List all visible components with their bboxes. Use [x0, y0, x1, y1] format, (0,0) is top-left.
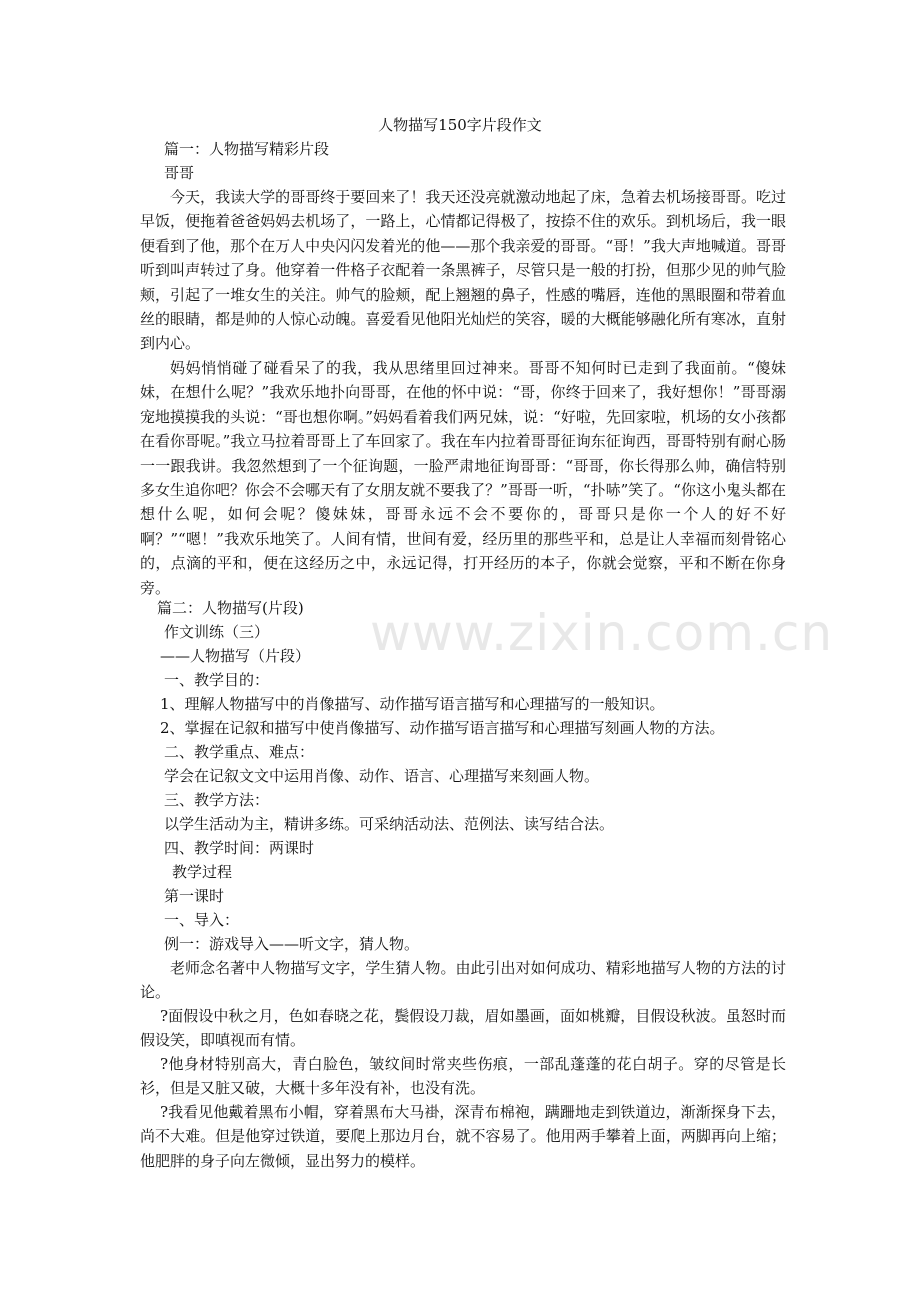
section1-heading: 篇一：人物描写精彩片段	[164, 140, 330, 158]
section2-paragraph-2: ?面假设中秋之月，色如春晓之花，鬓假设刀裁，眉如墨画，面如桃瓣，目假设秋波。虽怒时而假设笑，即嗔视而有情。	[140, 1007, 786, 1050]
section1-paragraph-2: 妈妈悄悄碰了碰看呆了的我，我从思绪里回过神来。哥哥不知何时已走到了我面前。“傻妹妹，在想什么呢？”我欢乐地扑向哥哥，在他的怀中说：“哥，你终于回来了，我好想你！”哥哥溺宠地摸摸我的头说：“哥也想你啊。”妈妈看着我们两兄妹，说：“好啦，先回家啦，机场的女小孩都在看你哥呢。”我立马拉着哥哥上了车回家了。我在车内拉着哥哥征询东征询西，哥哥特别有耐心肠一一跟我讲。我忽然想到了一个征询题，一脸严肃地征询哥哥：“哥哥，你长得那么帅，确信特别多女生追你吧？你会不会哪天有了女朋友就不要我了？”哥哥一听，“扑哧”笑了。“你这小鬼头都在想什么呢，如何会呢？傻妹妹，哥哥永远不会不要你的，哥哥只是你一个人的好不好啊？”“嗯！”我欢乐地笑了。人间有情，世间有爱，经历里的那些平和，总是让人幸福而刻骨铭心的，点滴的平和，便在这经历之中，永远记得，打开经历的本子，你就会觉察，平和不断在你身旁。	[140, 359, 786, 597]
section2-paragraph-3: ?他身材特别高大，青白脸色，皱纹间时常夹些伤痕，一部乱蓬蓬的花白胡子。穿的尽管是长衫，但是又脏又破，大概十多年没有补，也没有洗。	[140, 1055, 786, 1098]
section2-line-14: 例一：游戏导入——听文字，猜人物。	[164, 935, 420, 953]
section2-line-8: 三、教学方法：	[164, 791, 270, 809]
section2-line-9: 以学生活动为主，精讲多练。可采纳活动法、范例法、读写结合法。	[164, 815, 615, 833]
section2-line-2: ——人物描写（片段）	[160, 647, 311, 665]
section1-subheading: 哥哥	[164, 164, 195, 182]
section2-paragraph-4: ?我看见他戴着黑布小帽，穿着黑布大马褂，深青布棉袍，蹒跚地走到铁道边，渐渐探身下去，尚不大难。但是他穿过铁道，要爬上那边月台，就不容易了。他用两手攀着上面，两脚再向上缩；他肥胖的身子向左微倾，显出努力的模样。	[140, 1103, 786, 1170]
section2-line-1: 作文训练（三）	[164, 623, 270, 641]
watermark: www.zixin.com.cn	[370, 604, 834, 662]
section2-line-10: 四、教学时间：两课时	[164, 839, 315, 857]
document-title: 人物描写150字片段作文	[378, 116, 542, 134]
section2-line-7: 学会在记叙文文中运用肖像、动作、语言、心理描写来刻画人物。	[164, 767, 600, 785]
section2-line-3: 一、教学目的：	[164, 671, 270, 689]
section2-line-11: 教学过程	[172, 863, 233, 881]
section1-paragraph-1: 今天，我读大学的哥哥终于要回来了！我天还没亮就激动地起了床，急着去机场接哥哥。吃过早饭，便拖着爸爸妈妈去机场了，一路上，心情都记得极了，按捺不住的欢乐。到机场后，我一眼便看到了他，那个在万人中央闪闪发着光的他——那个我亲爱的哥哥。“哥！”我大声地喊道。哥哥听到叫声转过了身。他穿着一件格子衣配着一条黑裤子，尽管只是一般的打扮，但那少见的帅气脸颊，引起了一堆女生的关注。帅气的脸颊，配上翘翘的鼻子，性感的嘴唇，连他的黑眼圈和带着血丝的眼睛，都是帅的人惊心动魄。喜爱看见他阳光灿烂的笑容，暖的大概能够融化所有寒冰，直射到内心。	[140, 188, 786, 353]
section2-line-12: 第一课时	[164, 887, 225, 905]
section2-heading: 篇二：人物描写(片段)	[157, 599, 304, 617]
section2-line-4: 1、理解人物描写中的肖像描写、动作描写语言描写和心理描写的一般知识。	[160, 695, 665, 713]
section2-line-5: 2、掌握在记叙和描写中使肖像描写、动作描写语言描写和心理描写刻画人物的方法。	[160, 719, 725, 737]
section2-line-6: 二、教学重点、难点：	[164, 743, 315, 761]
section2-line-13: 一、导入：	[164, 911, 240, 929]
section2-paragraph-1: 老师念名著中人物描写文字，学生猜人物。由此引出对如何成功、精彩地描写人物的方法的讨论。	[140, 959, 786, 1002]
